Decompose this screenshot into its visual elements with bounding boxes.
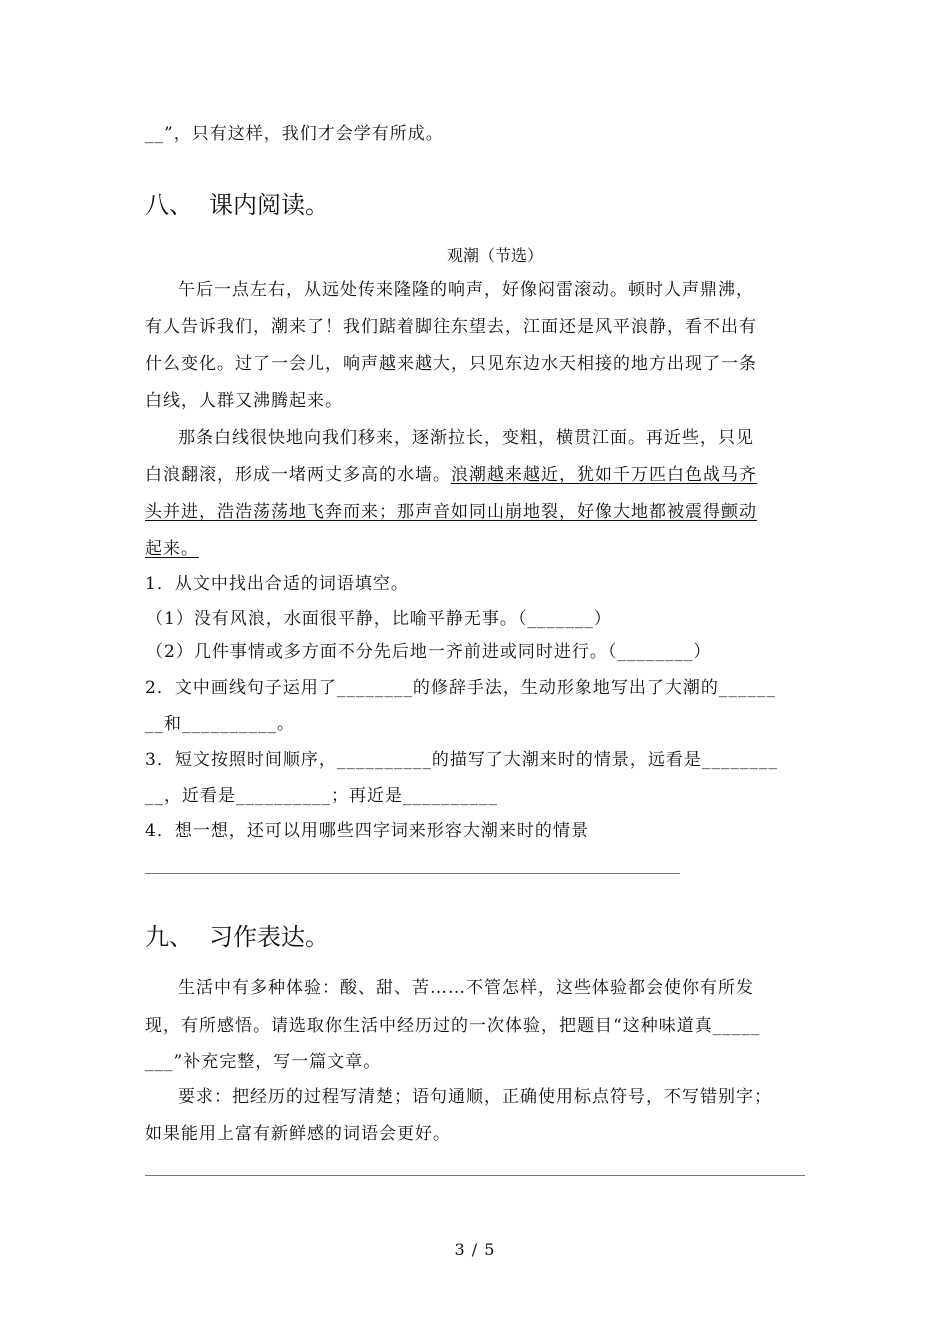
question-1-1: （1）没有风浪，水面很平静，比喻平静无事。（_______） <box>146 609 612 629</box>
section8-title: 课内阅读。 <box>209 191 329 219</box>
page-number: 3 / 5 <box>454 1240 496 1259</box>
prompt-line: 现，有所感悟。请选取你生活中经历过的一次体验，把题目“这种味道真_____ <box>145 1016 761 1036</box>
passage-line: 白线，人群又沸腾起来。 <box>145 391 343 411</box>
question-1: 1．从文中找出合适的词语填空。 <box>145 574 409 594</box>
passage-line: 有人告诉我们，潮来了！我们踮着脚往东望去，江面还是风平浪静，看不出有 <box>145 317 757 337</box>
prompt-line: 生活中有多种体验：酸、甜、苦……不管怎样，这些体验都会使你有所发 <box>178 978 754 998</box>
passage-title: 观潮（节选） <box>446 246 543 265</box>
intro-line: __”，只有这样，我们才会学有所成。 <box>145 124 444 144</box>
underlined-sentence: 头并进，浩浩荡荡地飞奔而来；那声音如同山崩地裂，好像大地都被震得颤动 <box>145 502 757 522</box>
passage-line <box>145 463 757 487</box>
requirement-line: 如果能用上富有新鲜感的词语会更好。 <box>145 1124 451 1144</box>
question-2-cont: __和__________。 <box>145 714 295 734</box>
passage-line: 那条白线很快地向我们移来，逐渐拉长，变粗，横贯江面。再近些，只见 <box>178 428 754 448</box>
question-1-2: （2）几件事情或多方面不分先后地一齐前进或同时进行。（________） <box>146 642 712 662</box>
question-2: 2．文中画线句子运用了________的修辞手法，生动形象地写出了大潮的______ <box>145 678 776 698</box>
question-3: 3．短文按照时间顺序，__________的描写了大潮来时的情景，远看是________ <box>145 750 778 770</box>
question-3-cont: __，近看是__________；再近是__________ <box>145 786 498 806</box>
section8-number: 八、 <box>145 191 193 219</box>
requirement-line: 要求：把经历的过程写清楚；语句通顺，正确使用标点符号，不写错别字； <box>178 1087 772 1107</box>
underlined-sentence: 起来。 <box>145 539 199 559</box>
answer-line <box>145 873 680 874</box>
section8-heading <box>145 190 329 220</box>
underlined-sentence: 浪潮越来越近，犹如千万匹白色战马齐 <box>451 465 757 485</box>
passage-line: 午后一点左右，从远处传来隆隆的响声，好像闷雷滚动。顿时人声鼎沸， <box>178 280 754 300</box>
passage-text: 白浪翻滚，形成一堵两丈多高的水墙。 <box>145 465 451 485</box>
section9-number: 九、 <box>145 923 193 951</box>
question-4: 4．想一想，还可以用哪些四字词来形容大潮来时的情景 <box>145 821 589 841</box>
writing-line <box>145 1175 805 1176</box>
section9-heading <box>145 922 329 952</box>
passage-line: 什么变化。过了一会儿，响声越来越大，只见东边水天相接的地方出现了一条 <box>145 354 757 374</box>
prompt-line: ___”补充完整，写一篇文章。 <box>145 1052 382 1072</box>
section9-title: 习作表达。 <box>209 923 329 951</box>
